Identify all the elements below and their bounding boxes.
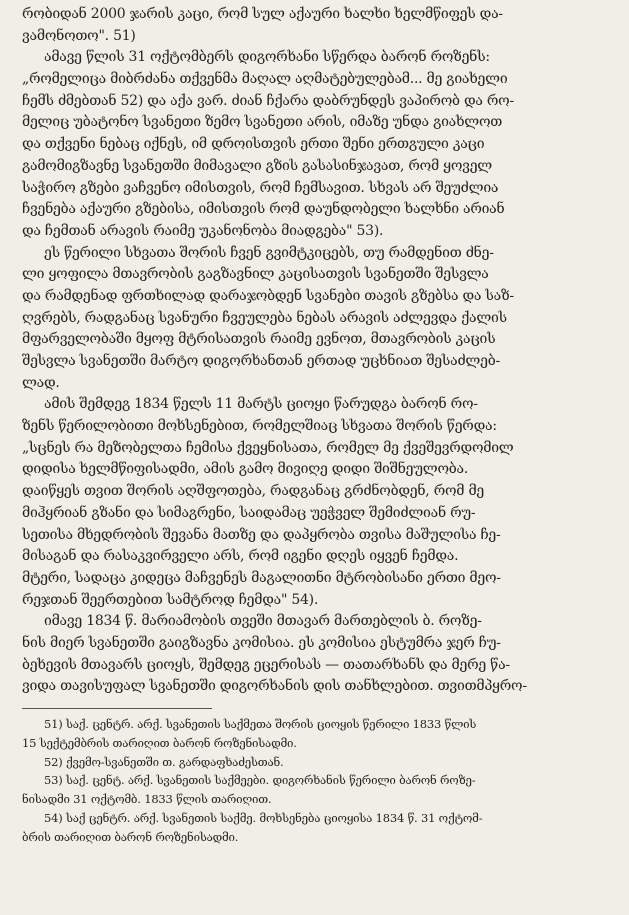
text-line: საჭირო გზები ვაჩვენო იმისთვის, რომ ჩემსავით. სხვას არ შეუძლია — [22, 179, 499, 196]
text-line: ლი ყოფილა მთავრობის გაგზავნილ კაცისათვის სვანეთში შესვლა — [22, 266, 489, 283]
footnote-line: 52) ქვემო-სვანეთში თ. გარდაფხაძესთან. — [44, 754, 284, 769]
body-text — [22, 4, 613, 698]
text-line: ჩვენება აქაური გზებისა, იმისთვის რომ დაუნდობელი ხალხნი არიან — [22, 201, 505, 218]
text-line: „რომელიცა მიბრძანა თქვენმა მაღალ აღმატებულებამ... მე გიახელი — [22, 71, 508, 88]
text-line: მფარველობაში მყოფ მტრისათვის რაიმე ევნოთ, მთავრობის კაცის — [22, 331, 496, 348]
text-line: და რამდენად ფრთხილად დარაჯობდენ სვანები თავის გზებსა და საზ- — [22, 287, 514, 304]
footnote-line: 51) საქ. ცენტრ. არქ. სვანეთის საქმეთა შორის ციოყის წერილი 1833 წლის — [44, 717, 477, 731]
text-line: მელიც უბატონო სვანეთი ზემო სვანეთი არის, იმაზე უნდა გიახლოთ — [22, 114, 503, 131]
text-line: ნის მიერ სვანეთში გაიგზავნა კომისია. ეს კომისია ესტუმრა ჯერ ჩუ- — [22, 634, 501, 651]
text-line: ლად. — [22, 374, 60, 391]
text-line: ვამონოთო". 51) — [22, 27, 136, 44]
text-line: და თქვენი ნებაც იქნეს, იმ დროისთვის ერთი შენი ერთგული კაცი — [22, 136, 485, 153]
text-line: და ჩემთან არავის რაიმე უკანონობა მიადგება" 53). — [22, 222, 384, 239]
text-line: რეჯთან შეერთებით სამტროდ ჩემდა" 54). — [22, 591, 319, 608]
text-line: მიჰყრიან გზანი და სიმაგრენი, საიდამაც უეჭველ შემიძლიან რუ- — [22, 504, 476, 521]
text-line: გამომიგზავნე სვანეთში მიმავალი გზის გასასინჯავათ, რომ ყოველ — [22, 157, 492, 174]
text-line: ეს წერილი სხვათა შორის ჩვენ გვიმტკიცებს, თუ რამდენით ძნე- — [44, 244, 494, 261]
text-line: ამის შემდეგ 1834 წელს 11 მარტს ციოყი წარუდგა ბარონ რო- — [44, 396, 478, 413]
text-line: შესვლა სვანეთში მარტო დიგორხანთან ერთად უცხნიათ შესაძლებ- — [22, 353, 500, 369]
text-line: ვიდა თავისუფალ სვანეთში დიგორხანის დის თანხლებით. თვითმპყრო- — [22, 678, 527, 695]
text-line: სეთისა მხედრობის შევანა მათზე და დაპყრობა თვისა მაშულისა ჩე- — [22, 526, 501, 543]
text-line: მტერი, სადაცა კიდეცა მაჩვენეს მაგალითნი მტრობისანი ერთი მეო- — [22, 569, 501, 586]
footnote-line: 15 სექტემბრის თარიღით ბარონ როზენისადმი. — [22, 735, 297, 750]
footnote-line: ბრის თარიღით ბარონ როზენისადმი. — [22, 829, 239, 844]
text-line: იმავე 1834 წ. მარიამობის თვეში მთავარ მართებლის ბ. როზე- — [44, 613, 482, 630]
footnote-line: 54) საქ ცენტრ. არქ. სვანეთის საქმე. მოხსენება ციოყისა 1834 წ. 31 ოქტომ- — [44, 810, 483, 825]
text-line: მისაგან და რასაკვირველი არს, რომ იგენი დღეს იყვენ ჩემდა. — [22, 548, 459, 565]
footnotes — [22, 715, 613, 847]
text-line: ბეხევის მთავარს ციოყს, შემდეგ ეცერისას — თათარხანს და მერე წა- — [22, 656, 510, 673]
footnote-line: 53) საქ. ცენტ. არქ. სვანეთის საქმეები. დიგორხანის წერილი ბარონ როზე- — [44, 773, 476, 788]
text-line: დიდისა ხელმწიფისადმი, ამის გამო მივიღე დიდი შიშნეულობა. — [22, 461, 469, 478]
text-line: ზენს წერილობითი მოხსენებით, რომელშიაც სხვათა შორის წერდა: — [22, 418, 497, 435]
text-line: დაიწყეს თვით შორის აღშფოთება, რადგანაც გრძნობდენ, რომ მე — [22, 483, 484, 500]
text-line: რობიდან 2000 ჯარის კაცი, რომ სულ აქაური ხალხი ხელმწიფეს და- — [22, 6, 503, 22]
footnote-divider — [22, 708, 212, 709]
text-line: „სცნეს რა მეზობელთა ჩემისა ქვეყნისათა, რომელ მე ქვეშევრდომილ — [22, 439, 514, 456]
text-line: ჩემს ძმებთან 52) და აქა ვარ. ძიან ჩქარა დაბრუნდეს ვაპირობ და რო- — [22, 92, 514, 109]
footnote-line: ნისადმი 31 ოქტომბ. 1833 წლის თარიღით. — [22, 792, 272, 807]
text-line: ამავე წლის 31 ოქტომბერს დიგორხანი სწერდა ბარონ როზენს: — [44, 49, 490, 66]
text-line: ღვრებს, რადგანაც სვანური ჩვეულება ნებას არავის აძლევდა ქალის — [22, 309, 507, 326]
